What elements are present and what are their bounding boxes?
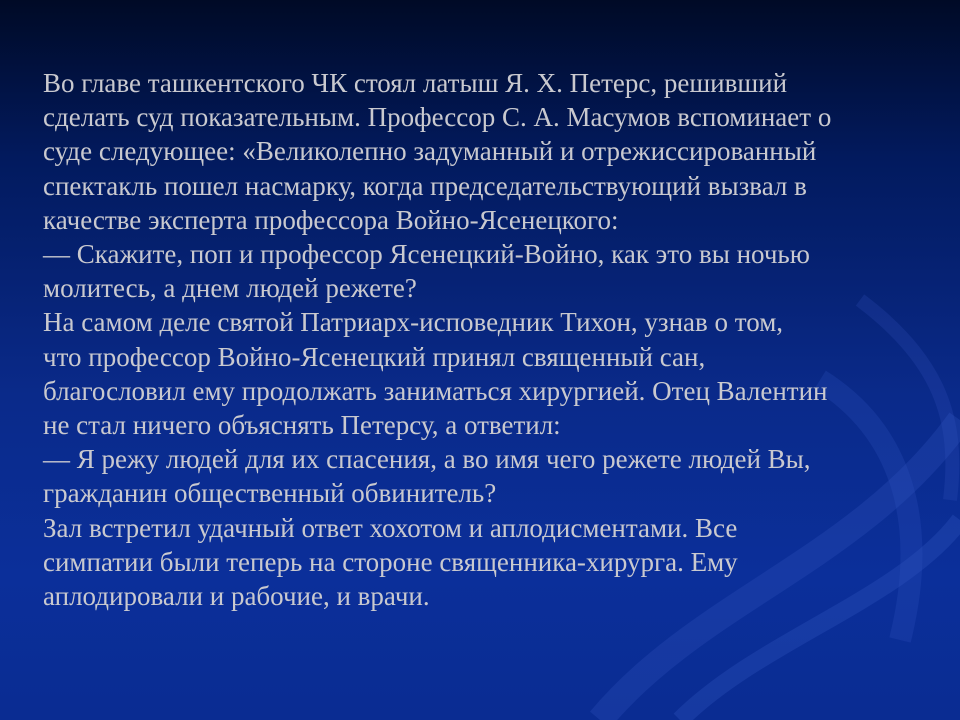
text-line: На самом деле святой Патриарх-исповедник Тихон, узнав о том, <box>43 307 784 338</box>
text-line: благословил ему продолжать заниматься хирургией. Отец Валентин <box>43 375 828 406</box>
text-line: — Скажите, поп и профессор Ясенецкий-Войно, как это вы ночью <box>43 239 810 270</box>
slide-text <box>43 66 943 613</box>
text-line: симпатии были теперь на стороне священника-хирурга. Ему <box>43 546 738 577</box>
text-line: гражданин общественный обвинитель? <box>43 478 497 509</box>
text-line: аплодировали и рабочие, и врачи. <box>43 581 430 612</box>
text-line: спектакль пошел насмарку, когда председательствующий вызвал в <box>43 170 807 201</box>
text-line: Зал встретил удачный ответ хохотом и аплодисментами. Все <box>43 512 738 543</box>
text-line: суде следующее: «Великолепно задуманный и отрежиссированный <box>43 136 817 167</box>
text-line: молитесь, а днем людей режете? <box>43 273 417 304</box>
text-line: не стал ничего объяснять Петерсу, а ответил: <box>43 410 561 441</box>
text-line: качестве эксперта профессора Войно-Ясенецкого: <box>43 204 619 235</box>
text-line: что профессор Войно-Ясенецкий принял священный сан, <box>43 341 706 372</box>
text-line: — Я режу людей для их спасения, а во имя чего режете людей Вы, <box>43 444 811 475</box>
text-line: сделать суд показательным. Профессор С. А. Масумов вспоминает о <box>43 102 832 133</box>
text-line: Во главе ташкентского ЧК стоял латыш Я. Х. Петерс, решивший <box>43 68 788 98</box>
